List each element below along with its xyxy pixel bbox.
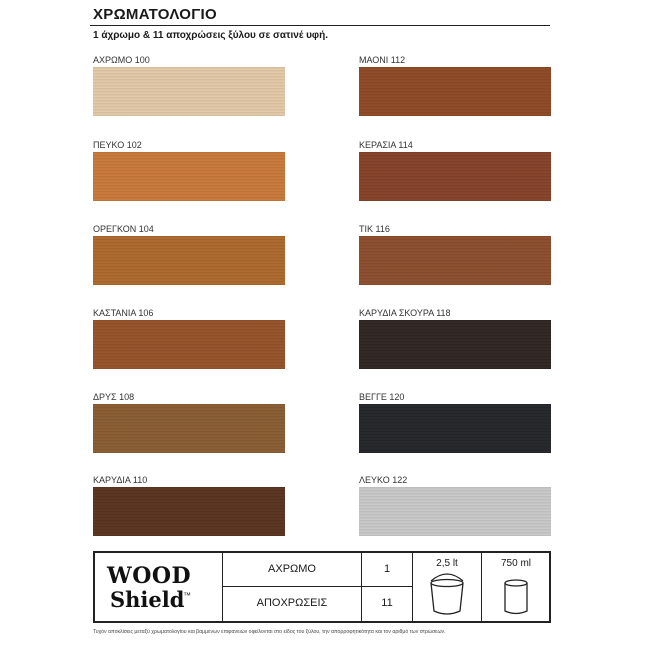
swatch-item xyxy=(93,307,285,369)
swatch-label: ΚΕΡΑΣΙΑ 114 xyxy=(359,140,413,150)
info-box xyxy=(93,551,551,623)
color-swatch xyxy=(359,320,551,369)
swatch-label: ΒΕΓΓΕ 120 xyxy=(359,392,405,402)
swatch-item xyxy=(93,54,285,116)
swatch-item xyxy=(359,391,551,453)
swatch-item xyxy=(359,474,551,536)
color-swatch xyxy=(93,487,285,536)
page-subtitle: 1 άχρωμο & 11 αποχρώσεις ξύλου σε σατινέ υφή. xyxy=(93,30,328,41)
swatch-label: ΠΕΥΚΟ 102 xyxy=(93,140,142,150)
color-swatch xyxy=(359,236,551,285)
bucket-icon xyxy=(428,571,466,617)
swatch-item xyxy=(359,139,551,201)
size-small-label: 750 ml xyxy=(500,558,531,569)
row-shades-value: 11 xyxy=(381,597,393,609)
swatch-label: ΔΡΥΣ 108 xyxy=(93,392,135,402)
swatch-item xyxy=(93,223,285,285)
swatch-item xyxy=(359,54,551,116)
can-icon xyxy=(503,578,529,616)
row-shades-label: ΑΠΟΧΡΩΣΕΙΣ xyxy=(256,597,328,609)
swatch-item xyxy=(93,391,285,453)
swatch-item xyxy=(93,474,285,536)
swatch-label: ΜΑΟΝΙ 112 xyxy=(359,55,406,65)
color-swatch xyxy=(359,67,551,116)
color-swatch xyxy=(93,67,285,116)
page-title: ΧΡΩΜΑΤΟΛΟΓΙΟ xyxy=(93,6,217,23)
swatch-label: ΛΕΥΚΟ 122 xyxy=(359,475,408,485)
footnote: Τυχόν αποκλίσεις μεταξύ χρωματολογίου και βαμμένων επιφανειών οφείλονται στο είδος του ξύλου, την απορροφητικότητα και τον αριθμό των στρώσεων. xyxy=(93,629,446,635)
swatch-label: ΚΑΣΤΑΝΙΑ 106 xyxy=(93,308,154,318)
color-swatch xyxy=(93,404,285,453)
color-swatch xyxy=(359,404,551,453)
row-achromo-value: 1 xyxy=(383,563,391,575)
color-swatch xyxy=(359,487,551,536)
swatch-item xyxy=(359,307,551,369)
row-achromo-label: ΑΧΡΩΜΟ xyxy=(268,563,316,575)
brand-word-shield: Shield xyxy=(110,587,185,612)
swatch-label: ΚΑΡΥΔΙΑ 110 xyxy=(93,475,148,485)
title-rule xyxy=(90,25,550,26)
swatch-label: ΚΑΡΥΔΙΑ ΣΚΟΥΡΑ 118 xyxy=(359,308,451,318)
size-large-label: 2,5 lt xyxy=(436,558,458,569)
color-swatch xyxy=(359,152,551,201)
swatch-item xyxy=(93,139,285,201)
color-swatch xyxy=(93,236,285,285)
swatch-label: ΑΧΡΩΜΟ 100 xyxy=(93,55,150,65)
brand-word-wood: WOOD xyxy=(107,563,192,589)
swatch-label: ΟΡΕΓΚΟΝ 104 xyxy=(93,224,154,234)
color-swatch xyxy=(93,320,285,369)
swatch-label: ΤΙΚ 116 xyxy=(359,224,390,234)
color-swatch xyxy=(93,152,285,201)
swatch-item xyxy=(359,223,551,285)
trademark-mark: ™ xyxy=(183,591,191,600)
brand-logo xyxy=(95,553,222,621)
